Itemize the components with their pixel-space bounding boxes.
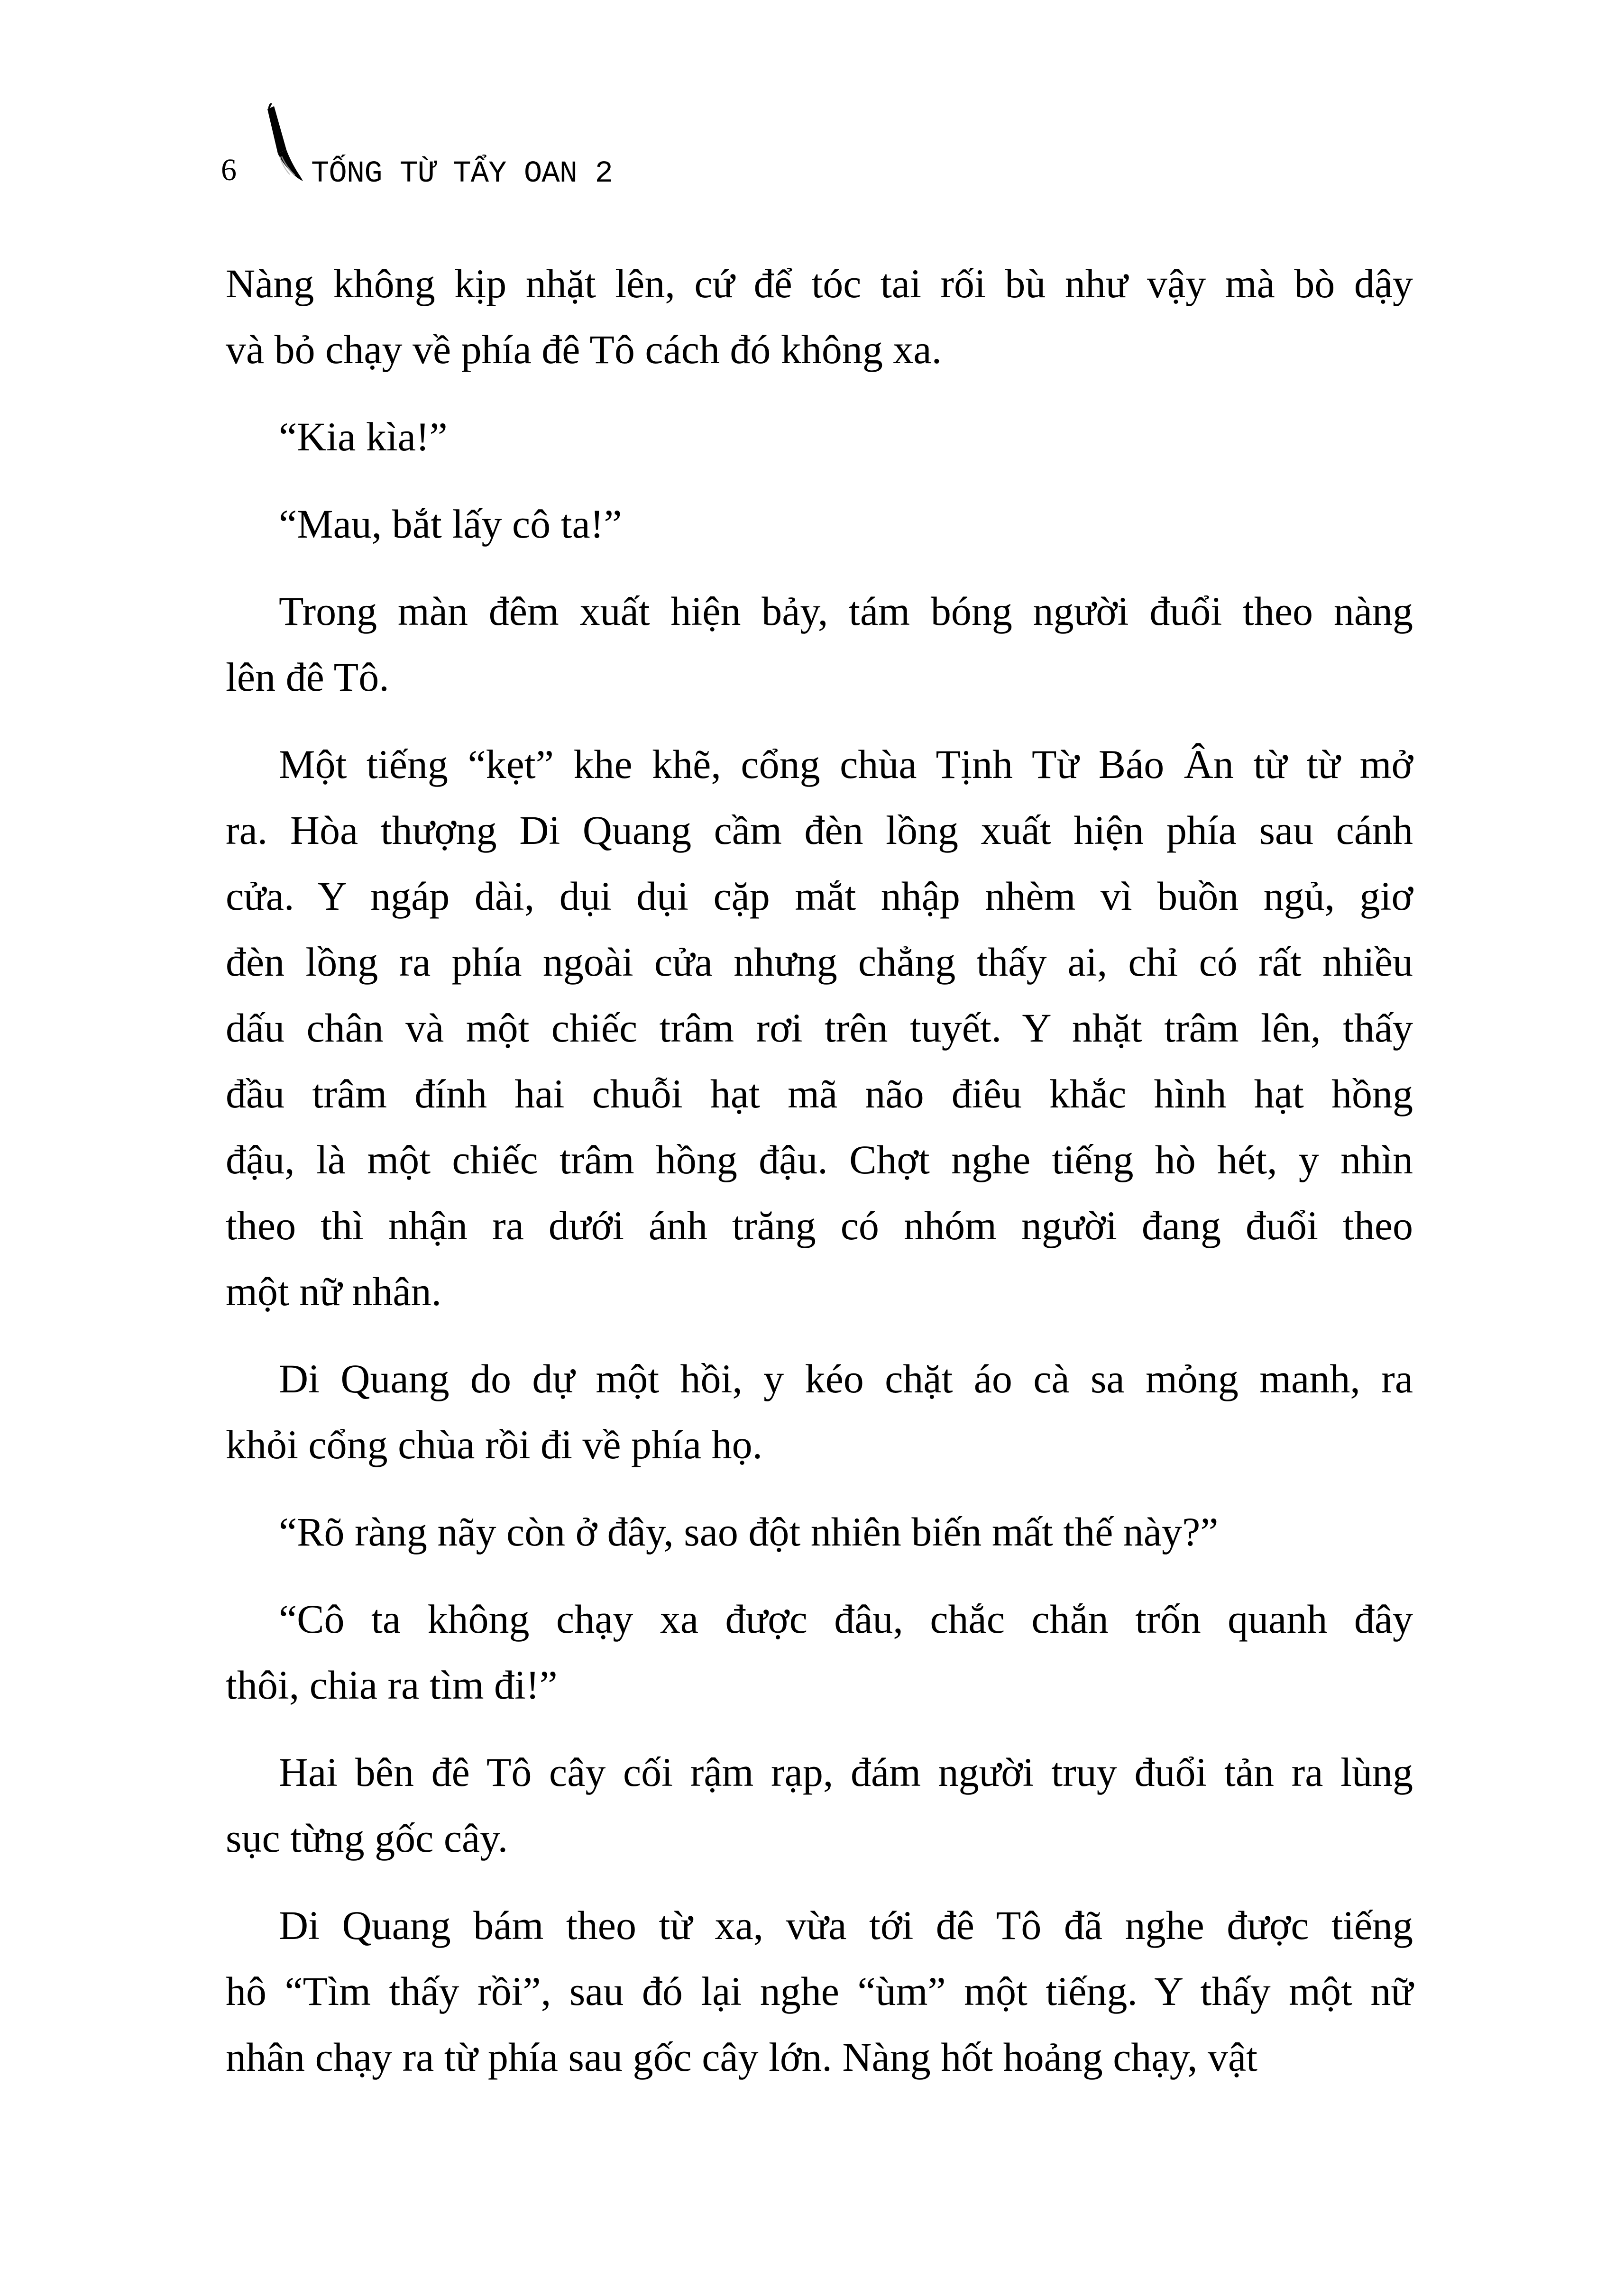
text-line: thôi, chia ra tìm đi!” xyxy=(226,1662,558,1708)
text-line: Di Quang bám theo từ xa, vừa tới đê Tô đã nghe được tiếng xyxy=(279,1903,1413,1948)
paragraph xyxy=(226,251,1413,383)
text-line: dấu chân và một chiếc trâm rơi trên tuyết. Y nhặt trâm lên, thấy xyxy=(226,1005,1413,1051)
text-line: “Kia kìa!” xyxy=(279,414,448,459)
text-line: hô “Tìm thấy rồi”, sau đó lại nghe “ùm” một tiếng. Y thấy một nữ xyxy=(226,1968,1413,2014)
text-line: “Rõ ràng nãy còn ở đây, sao đột nhiên biến mất thế này?” xyxy=(279,1509,1219,1555)
paragraph xyxy=(226,1739,1413,1871)
text-line: ra. Hòa thượng Di Quang cầm đèn lồng xuất hiện phía sau cánh xyxy=(226,807,1413,853)
running-title: TỐNG TỪ TẨY OAN 2 xyxy=(311,157,613,191)
text-line: một nữ nhân. xyxy=(226,1269,442,1314)
brush-icon xyxy=(260,103,303,189)
text-line: “Mau, bắt lấy cô ta!” xyxy=(279,501,622,547)
text-line: Một tiếng “kẹt” khe khẽ, cổng chùa Tịnh Từ Báo Ân từ từ mở xyxy=(279,741,1413,787)
text-line: lên đê Tô. xyxy=(226,654,389,700)
paragraph xyxy=(226,1586,1413,1718)
text-line: nhân chạy ra từ phía sau gốc cây lớn. Nàng hốt hoảng chạy, vật xyxy=(226,2034,1258,2080)
text-line: Trong màn đêm xuất hiện bảy, tám bóng người đuổi theo nàng xyxy=(279,588,1413,634)
page-number: 6 xyxy=(221,153,237,187)
text-line: đầu trâm đính hai chuỗi hạt mã não điêu khắc hình hạt hồng xyxy=(226,1071,1413,1116)
paragraph xyxy=(226,1346,1413,1478)
text-line: cửa. Y ngáp dài, dụi dụi cặp mắt nhập nhèm vì buồn ngủ, giơ xyxy=(226,873,1413,919)
text-line: Nàng không kịp nhặt lên, cứ để tóc tai rối bù như vậy mà bò dậy xyxy=(226,261,1413,306)
body-text xyxy=(226,251,1413,2112)
paragraph xyxy=(226,578,1413,710)
paragraph xyxy=(226,404,1413,470)
text-line: đậu, là một chiếc trâm hồng đậu. Chợt nghe tiếng hò hét, y nhìn xyxy=(226,1137,1413,1182)
text-line: theo thì nhận ra dưới ánh trăng có nhóm người đang đuổi theo xyxy=(226,1203,1413,1248)
text-line: và bỏ chạy về phía đê Tô cách đó không xa. xyxy=(226,327,942,372)
paragraph xyxy=(226,1499,1413,1565)
text-line: khỏi cổng chùa rồi đi về phía họ. xyxy=(226,1422,763,1467)
paragraph xyxy=(226,491,1413,557)
text-line: Di Quang do dự một hồi, y kéo chặt áo cà sa mỏng manh, ra xyxy=(279,1356,1413,1401)
text-line: “Cô ta không chạy xa được đâu, chắc chắn trốn quanh đây xyxy=(279,1596,1413,1642)
paragraph xyxy=(226,732,1413,1325)
paragraph xyxy=(226,1893,1413,2090)
text-line: sục từng gốc cây. xyxy=(226,1815,508,1861)
text-line: đèn lồng ra phía ngoài cửa nhưng chẳng thấy ai, chỉ có rất nhiều xyxy=(226,939,1413,985)
text-line: Hai bên đê Tô cây cối rậm rạp, đám người truy đuổi tản ra lùng xyxy=(279,1749,1413,1795)
